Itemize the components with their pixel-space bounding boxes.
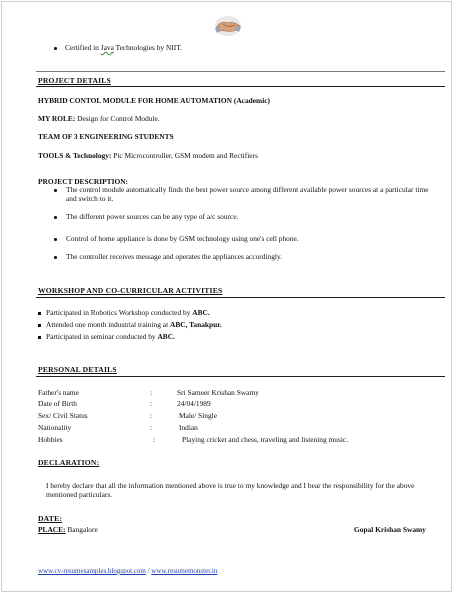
description-item: Control of home appliance is done by GSM technology using one's cell phone.: [66, 234, 299, 243]
role-label: MY ROLE:: [38, 114, 76, 123]
signature-name: Gopal Krishan Swamy: [354, 525, 426, 534]
certification-text: Certified in Java Technologies by NIIT.: [65, 43, 183, 52]
personal-label: Sex/ Civil Status: [38, 411, 88, 420]
personal-label: Date of Birth: [38, 399, 77, 408]
project-title: HYBRID CONTOL MODULE FOR HOME AUTOMATION (Academic): [38, 96, 270, 105]
personal-sep: :: [153, 435, 156, 444]
divider: [36, 86, 445, 87]
personal-value: Indian: [179, 423, 198, 432]
tools-line: [38, 151, 258, 160]
personal-details-heading: PERSONAL DETAILS: [38, 365, 117, 374]
divider: [36, 376, 445, 377]
place-value: Bangalore: [67, 525, 98, 534]
role-line: [38, 114, 160, 123]
personal-label: Father's name: [38, 388, 79, 397]
personal-sep: :: [150, 423, 153, 432]
footer-links: www.cv-resumesamples.blogspot.com / www.resumemonster.in: [38, 567, 218, 575]
workshop-item: Attended one month industrial training at ABC, Tanakpur.: [46, 320, 222, 329]
tools-value: Pic Microcontroller, GSM modem and Rectifiers: [113, 151, 258, 160]
divider: [36, 297, 445, 298]
bullet-icon: [54, 238, 57, 241]
workshop-heading: WORKSHOP AND CO-CURRICULAR ACTIVITIES: [38, 286, 223, 295]
personal-sep: :: [150, 411, 153, 420]
link-resumemonster[interactable]: www.resumemonster.in: [151, 567, 218, 575]
description-item: The controller receives message and operates the appliances accordingly.: [66, 252, 283, 261]
description-item: The control module automatically finds the best power source among different available power sources at a particular time and switch to it.: [66, 185, 429, 203]
link-cv-resumesamples[interactable]: www.cv-resumesamples.blogspot.com: [38, 567, 146, 575]
bullet-icon: [54, 189, 57, 192]
description-item: The different power sources can be any type of a/c source.: [66, 212, 239, 221]
personal-label: Hobbies: [38, 435, 63, 444]
bullet-icon: [54, 47, 57, 50]
declaration-text: I hereby declare that all the information mentioned above is true to my knowledge and I bear the responsibility for the above mentioned particulars.: [46, 481, 415, 499]
personal-value: Sri Sameer Krishan Swamy: [177, 388, 259, 397]
workshop-item: Participated in Robotics Workshop conducted by ABC.: [46, 308, 210, 317]
personal-sep: :: [150, 399, 153, 408]
personal-label: Nationality: [38, 423, 72, 432]
personal-sep: :: [150, 388, 153, 397]
divider: [36, 71, 445, 72]
team-line: TEAM OF 3 ENGINEERING STUDENTS: [38, 132, 174, 141]
personal-value: Playing cricket and chess, traveling and listening music.: [182, 435, 349, 444]
declaration-heading: DECLARATION:: [38, 458, 100, 467]
project-details-heading: PROJECT DETAILS: [38, 76, 111, 85]
project-description-heading: PROJECT DESCRIPTION:: [38, 177, 129, 186]
personal-value: 24/04/1989: [177, 399, 211, 408]
bullet-icon: [38, 312, 41, 315]
place-label: PLACE:: [38, 525, 66, 534]
bullet-icon: [54, 216, 57, 219]
bullet-icon: [38, 324, 41, 327]
bullet-icon: [38, 336, 41, 339]
workshop-item: Participated in seminar conducted by ABC.: [46, 332, 175, 341]
role-value: Design for Control Module.: [77, 114, 160, 123]
bullet-icon: [54, 256, 57, 259]
date-label: DATE:: [38, 514, 63, 523]
handshake-icon: [213, 14, 243, 38]
tools-label: TOOLS & Technology:: [38, 151, 112, 160]
place-line: [38, 525, 98, 534]
personal-value: Male/ Single: [179, 411, 217, 420]
